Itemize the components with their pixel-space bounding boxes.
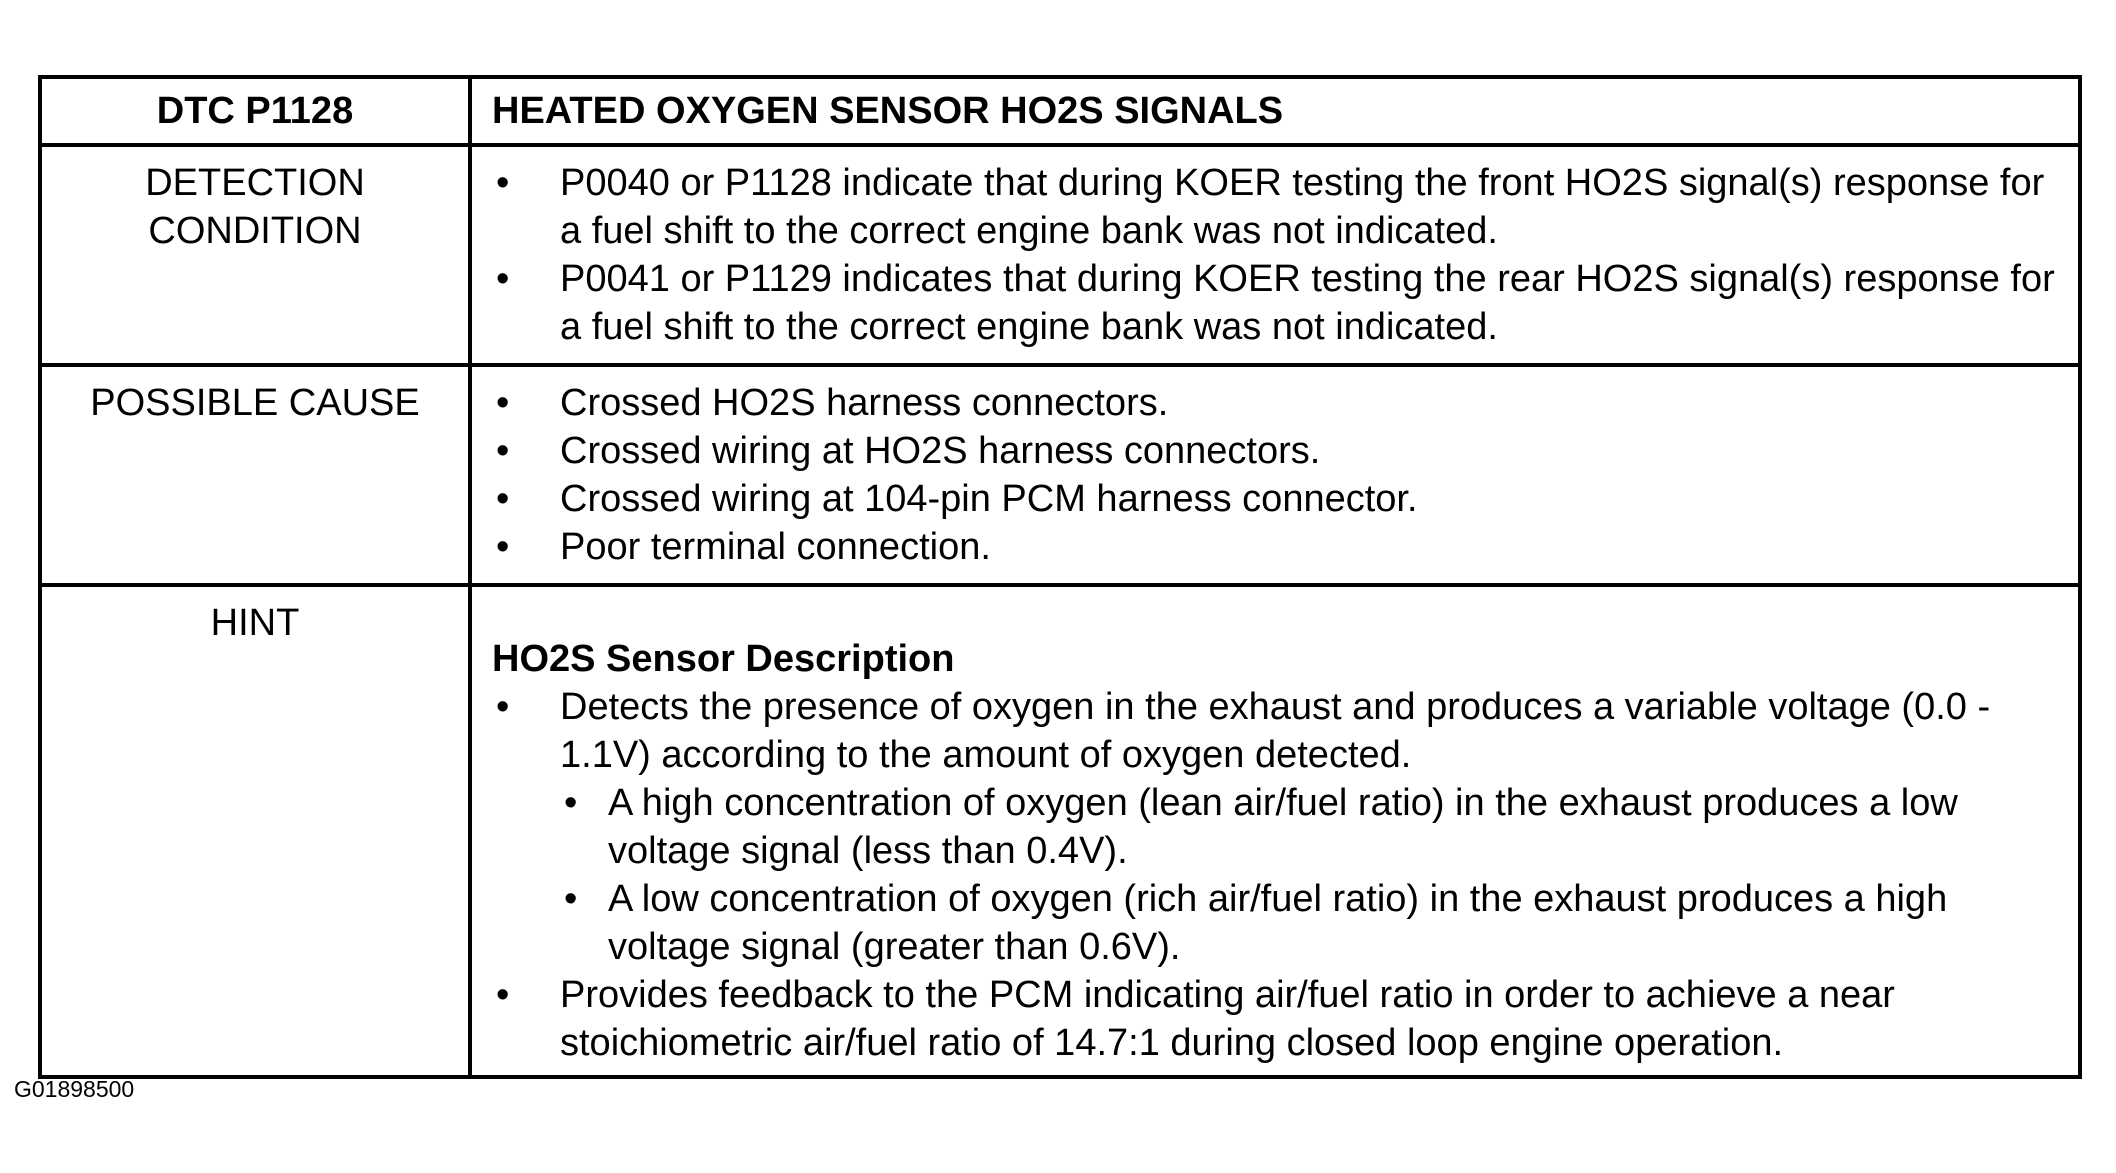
table-row (40, 585, 2080, 1077)
dtc-code: DTC P1128 (40, 77, 470, 145)
detection-condition-content (470, 145, 2080, 365)
list-item: • Crossed wiring at HO2S harness connectors. (492, 427, 2066, 475)
list-item: • P0040 or P1128 indicate that during KOER testing the front HO2S signal(s) response for a fuel shift to the correct engine bank was not indicated. (492, 159, 2066, 255)
row-label-detection-condition (40, 145, 470, 365)
possible-cause-content (470, 365, 2080, 585)
bullet-list (492, 683, 2066, 1067)
table-row (40, 145, 2080, 365)
list-item-text: Detects the presence of oxygen in the exhaust and produces a variable voltage (0.0 - 1.1V) according to the amount of oxygen detected. (560, 686, 1991, 776)
sub-list-item: • A low concentration of oxygen (rich air/fuel ratio) in the exhaust produces a high voltage signal (greater than 0.6V). (560, 875, 2066, 971)
list-item: • P0041 or P1129 indicates that during KOER testing the rear HO2S signal(s) response for a fuel shift to the correct engine bank was not indicated. (492, 255, 2066, 351)
hint-content (470, 585, 2080, 1077)
dtc-table (38, 75, 2082, 1079)
figure-id: G01898500 (14, 1076, 135, 1102)
sub-list-item: • A high concentration of oxygen (lean air/fuel ratio) in the exhaust produces a low voltage signal (less than 0.4V). (560, 779, 2066, 875)
dtc-title: HEATED OXYGEN SENSOR HO2S SIGNALS (470, 77, 2080, 145)
table-row (40, 365, 2080, 585)
label-line: CONDITION (148, 210, 362, 252)
list-item (492, 683, 2066, 971)
header-row (40, 77, 2080, 145)
label-line: DETECTION (145, 162, 365, 204)
list-item: • Crossed HO2S harness connectors. (492, 379, 2066, 427)
row-label-hint: HINT (40, 585, 470, 1077)
row-label-possible-cause: POSSIBLE CAUSE (40, 365, 470, 585)
list-item: • Crossed wiring at 104-pin PCM harness connector. (492, 475, 2066, 523)
list-item: • Provides feedback to the PCM indicating air/fuel ratio in order to achieve a near stoichiometric air/fuel ratio of 14.7:1 during closed loop engine operation. (492, 971, 2066, 1067)
list-item: • Poor terminal connection. (492, 523, 2066, 571)
sub-bullet-list (560, 779, 2066, 971)
bullet-list (492, 159, 2066, 351)
bullet-list (492, 379, 2066, 571)
hint-heading: HO2S Sensor Description (492, 638, 955, 680)
